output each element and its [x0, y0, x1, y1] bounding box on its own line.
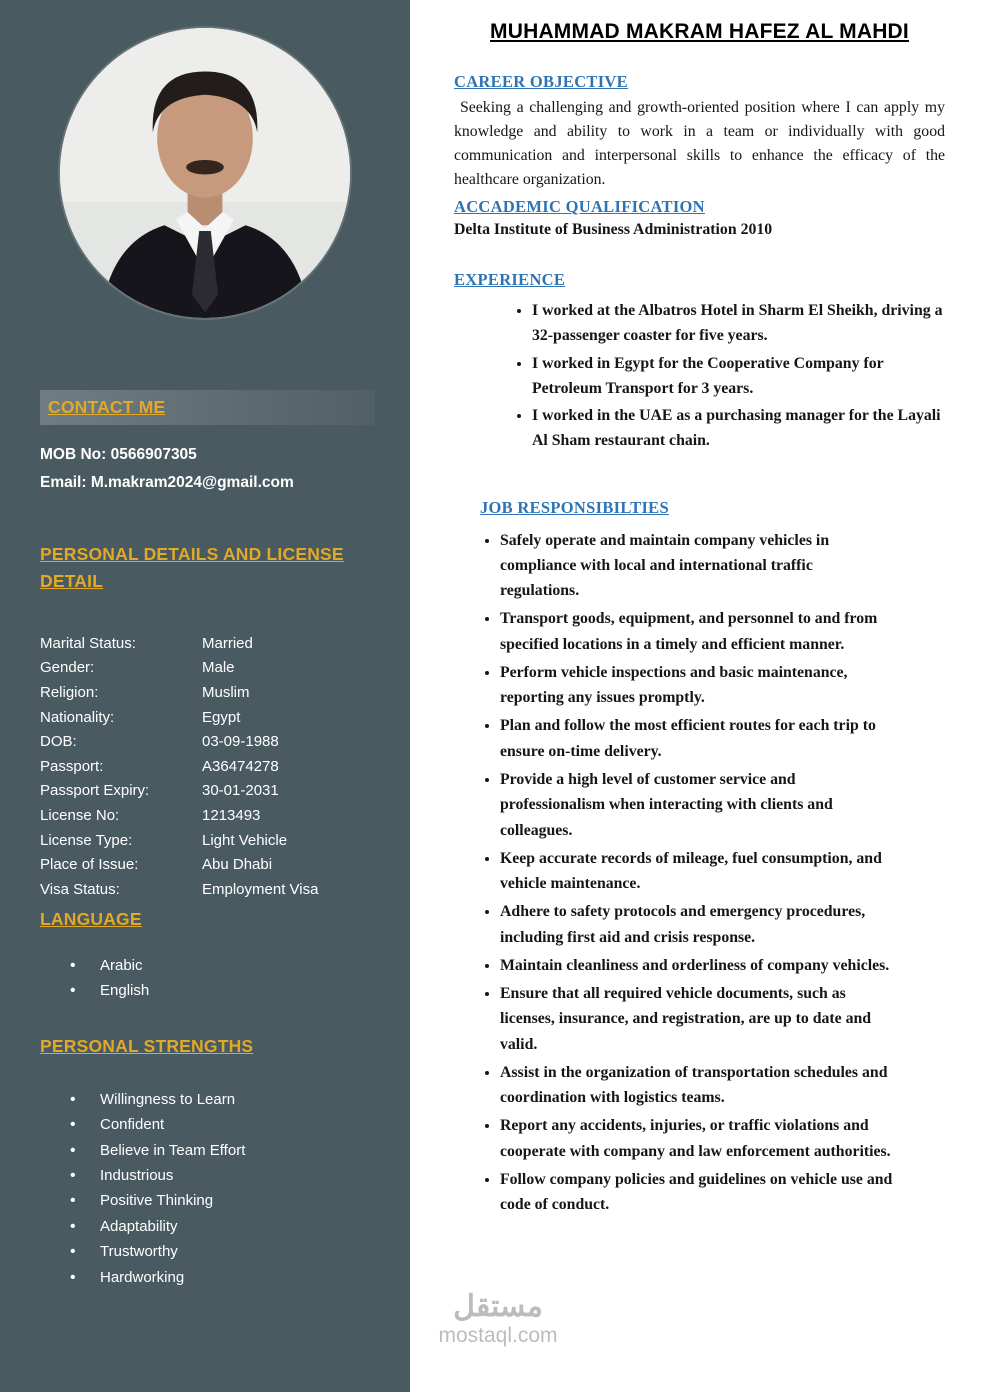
contact-heading: CONTACT ME [48, 397, 166, 417]
watermark-site-text: mostaql.com [438, 1324, 558, 1347]
academic-qualification-heading: ACCADEMIC QUALIFICATION [454, 197, 705, 216]
experience-item: • I worked in Egypt for the Cooperative Company for Petroleum Transport for 3 years. [532, 351, 945, 402]
detail-value: Egypt [202, 708, 241, 726]
detail-label: Passport: [40, 757, 104, 775]
detail-label: DOB: [40, 733, 77, 751]
experience-heading: EXPERIENCE [454, 270, 566, 289]
experience-item: • I worked at the Albatros Hotel in Sharm El Sheikh, driving a 32-passenger coaster for five years. [532, 298, 945, 349]
language-item: • Arabic [70, 953, 410, 978]
detail-row [40, 632, 410, 657]
strength-item: • Believe in Team Effort [70, 1138, 410, 1163]
experience-item: • I worked in the UAE as a purchasing manager for the Layali Al Sham restaurant chain. [532, 403, 945, 454]
career-objective-text: Seeking a challenging and growth-oriented position where I can apply my knowledge and ability to work in a team or individually with good communication and interpersonal skills to enhance the efficacy of the healthcare organization. [454, 99, 945, 188]
personal-strengths-heading: PERSONAL STRENGTHS [40, 1035, 254, 1056]
mobile-number: MOB No: 0566907305 [40, 446, 197, 464]
personal-details-table [40, 632, 410, 903]
strength-item: • Industrious [70, 1163, 410, 1188]
detail-label: Visa Status: [40, 880, 120, 898]
responsibility-item: • Safely operate and maintain company vehicles in compliance with local and international traffic regulations. [500, 528, 894, 604]
detail-label: Marital Status: [40, 634, 136, 652]
responsibility-item: • Keep accurate records of mileage, fuel consumption, and vehicle maintenance. [500, 846, 894, 897]
detail-row [40, 829, 410, 854]
responsibility-item: • Report any accidents, injuries, or traffic violations and cooperate with company and law enforcement authorities. [500, 1113, 894, 1164]
personal-details-heading: PERSONAL DETAILS AND LICENSE DETAIL [40, 544, 344, 591]
job-responsibilities-heading: JOB RESPONSIBILTIES [480, 497, 669, 517]
detail-row [40, 853, 410, 878]
email-address: Email: M.makram2024@gmail.com [40, 474, 294, 492]
detail-value: 1213493 [202, 806, 261, 824]
responsibility-item: • Plan and follow the most efficient routes for each trip to ensure on-time delivery. [500, 713, 894, 764]
sidebar [0, 0, 410, 1392]
strengths-list [70, 1087, 410, 1290]
detail-value: Muslim [202, 683, 250, 701]
detail-value: A36474278 [202, 757, 279, 775]
detail-row [40, 779, 410, 804]
detail-row [40, 706, 410, 731]
detail-value: 03-09-1988 [202, 733, 279, 751]
language-item: • English [70, 978, 410, 1003]
detail-label: Religion: [40, 683, 99, 701]
detail-value: Employment Visa [202, 880, 319, 898]
detail-label: Gender: [40, 659, 95, 677]
detail-value: Light Vehicle [202, 831, 288, 849]
profile-photo [60, 28, 350, 318]
responsibility-item: • Adhere to safety protocols and emergency procedures, including first aid and crisis response. [500, 899, 894, 950]
detail-row [40, 730, 410, 755]
job-responsibilities-list [454, 528, 894, 1218]
responsibility-item: • Transport goods, equipment, and personnel to and from specified locations in a timely and efficient manner. [500, 606, 894, 657]
contact-section [40, 390, 375, 425]
strength-item: • Hardworking [70, 1265, 410, 1290]
person-portrait-illustration [60, 28, 350, 318]
responsibility-item: • Follow company policies and guidelines on vehicle use and code of conduct. [500, 1167, 894, 1218]
responsibility-item: • Maintain cleanliness and orderliness of company vehicles. [500, 953, 894, 978]
responsibility-item: • Ensure that all required vehicle documents, such as licenses, insurance, and registration, are up to date and valid. [500, 981, 894, 1057]
strength-item: • Willingness to Learn [70, 1087, 410, 1112]
responsibility-item: • Assist in the organization of transportation schedules and coordination with logistics teams. [500, 1060, 894, 1111]
detail-label: Nationality: [40, 708, 115, 726]
detail-label: Place of Issue: [40, 856, 139, 874]
detail-row [40, 755, 410, 780]
language-list [70, 953, 410, 1003]
watermark-arabic-text: مستقل [453, 1290, 543, 1323]
strength-item: • Trustworthy [70, 1239, 410, 1264]
detail-label: License Type: [40, 831, 133, 849]
detail-value: Abu Dhabi [202, 856, 273, 874]
detail-row [40, 804, 410, 829]
strength-item: • Positive Thinking [70, 1188, 410, 1213]
candidate-name: MUHAMMAD MAKRAM HAFEZ AL MAHDI [490, 20, 909, 43]
detail-label: Passport Expiry: [40, 782, 150, 800]
detail-label: License No: [40, 806, 120, 824]
academic-qualification-text: Delta Institute of Business Administration 2010 [454, 221, 773, 238]
language-heading: LANGUAGE [40, 909, 142, 930]
responsibility-item: • Provide a high level of customer service and professionalism when interacting with clients and colleagues. [500, 767, 894, 843]
detail-value: Male [202, 659, 235, 677]
experience-list [454, 298, 945, 454]
detail-row [40, 878, 410, 903]
resume-main [410, 0, 995, 1392]
detail-row [40, 681, 410, 706]
strength-item: • Confident [70, 1112, 410, 1137]
responsibility-item: • Perform vehicle inspections and basic maintenance, reporting any issues promptly. [500, 660, 894, 711]
career-objective-heading: CAREER OBJECTIVE [454, 72, 628, 91]
detail-value: 30-01-2031 [202, 782, 279, 800]
detail-value: Married [202, 634, 253, 652]
contact-lines [40, 441, 410, 497]
strength-item: • Adaptability [70, 1214, 410, 1239]
detail-row [40, 656, 410, 681]
